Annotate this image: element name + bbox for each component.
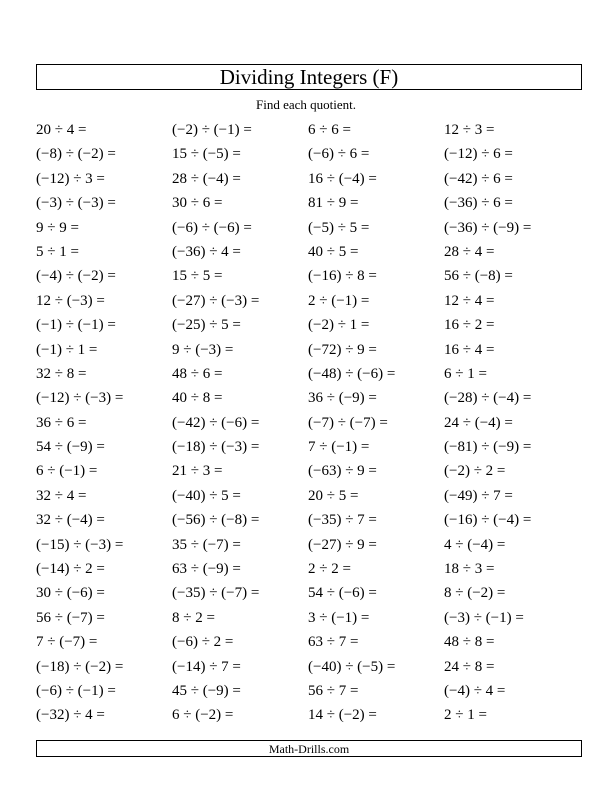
- problem-item: 32 ÷ 4 =: [36, 487, 87, 504]
- problem-item: 30 ÷ 6 =: [172, 195, 223, 212]
- problem-item: 9 ÷ (−3) =: [172, 341, 234, 358]
- problem-item: 32 ÷ (−4) =: [36, 512, 105, 529]
- problem-item: (−40) ÷ 5 =: [172, 487, 241, 504]
- problem-item: 16 ÷ 4 =: [444, 341, 495, 358]
- problem-item: (−42) ÷ (−6) =: [172, 414, 260, 431]
- problem-item: (−12) ÷ 3 =: [36, 170, 105, 187]
- problem-item: 24 ÷ (−4) =: [444, 414, 513, 431]
- problem-item: 81 ÷ 9 =: [308, 195, 359, 212]
- problem-item: 8 ÷ (−2) =: [444, 585, 506, 602]
- problem-item: 63 ÷ 7 =: [308, 634, 359, 651]
- problem-item: 16 ÷ (−4) =: [308, 170, 377, 187]
- problem-item: (−25) ÷ 5 =: [172, 317, 241, 334]
- problem-item: (−6) ÷ (−1) =: [36, 682, 116, 699]
- problem-item: 9 ÷ 9 =: [36, 219, 79, 236]
- problem-item: 6 ÷ (−1) =: [36, 463, 98, 480]
- problem-item: (−7) ÷ (−7) =: [308, 414, 388, 431]
- problem-item: (−40) ÷ (−5) =: [308, 658, 396, 675]
- problem-item: (−49) ÷ 7 =: [444, 487, 513, 504]
- problem-item: 15 ÷ (−5) =: [172, 146, 241, 163]
- problem-item: (−3) ÷ (−3) =: [36, 195, 116, 212]
- problem-item: (−42) ÷ 6 =: [444, 170, 513, 187]
- problem-item: 54 ÷ (−6) =: [308, 585, 377, 602]
- problem-item: (−6) ÷ 2 =: [172, 634, 234, 651]
- problem-item: (−6) ÷ (−6) =: [172, 219, 252, 236]
- problem-item: (−5) ÷ 5 =: [308, 219, 370, 236]
- problem-item: (−14) ÷ 7 =: [172, 658, 241, 675]
- problem-item: 32 ÷ 8 =: [36, 365, 87, 382]
- problem-item: 28 ÷ (−4) =: [172, 170, 241, 187]
- problem-item: (−36) ÷ 4 =: [172, 243, 241, 260]
- problem-item: 18 ÷ 3 =: [444, 561, 495, 578]
- problem-item: 4 ÷ (−4) =: [444, 536, 506, 553]
- problem-item: 2 ÷ 1 =: [444, 707, 487, 724]
- problem-item: (−63) ÷ 9 =: [308, 463, 377, 480]
- problem-item: 7 ÷ (−1) =: [308, 439, 370, 456]
- problem-item: 3 ÷ (−1) =: [308, 609, 370, 626]
- problem-item: 14 ÷ (−2) =: [308, 707, 377, 724]
- problem-item: (−2) ÷ 1 =: [308, 317, 370, 334]
- problem-item: 12 ÷ 3 =: [444, 122, 495, 138]
- problem-item: (−18) ÷ (−2) =: [36, 658, 124, 675]
- problem-item: 36 ÷ 6 =: [36, 414, 87, 431]
- problem-item: (−3) ÷ (−1) =: [444, 609, 524, 626]
- problem-item: 20 ÷ 4 =: [36, 122, 87, 138]
- problem-item: (−36) ÷ 6 =: [444, 195, 513, 212]
- problem-item: (−16) ÷ 8 =: [308, 268, 377, 285]
- problem-item: (−14) ÷ 2 =: [36, 561, 105, 578]
- problem-item: (−81) ÷ (−9) =: [444, 439, 532, 456]
- problem-item: 40 ÷ 5 =: [308, 243, 359, 260]
- problem-item: 45 ÷ (−9) =: [172, 682, 241, 699]
- problem-item: 48 ÷ 6 =: [172, 365, 223, 382]
- problem-item: 15 ÷ 5 =: [172, 268, 223, 285]
- problem-item: 6 ÷ 1 =: [444, 365, 487, 382]
- problem-item: 20 ÷ 5 =: [308, 487, 359, 504]
- problem-item: (−8) ÷ (−2) =: [36, 146, 116, 163]
- problem-item: 12 ÷ 4 =: [444, 292, 495, 309]
- problem-item: 16 ÷ 2 =: [444, 317, 495, 334]
- problem-item: 6 ÷ 6 =: [308, 122, 351, 138]
- problem-item: (−6) ÷ 6 =: [308, 146, 370, 163]
- problem-item: (−27) ÷ 9 =: [308, 536, 377, 553]
- problem-grid: [36, 118, 580, 728]
- problem-item: 5 ÷ 1 =: [36, 243, 79, 260]
- worksheet-title-box: [36, 64, 582, 90]
- problem-item: 24 ÷ 8 =: [444, 658, 495, 675]
- problem-item: 36 ÷ (−9) =: [308, 390, 377, 407]
- problem-item: (−36) ÷ (−9) =: [444, 219, 532, 236]
- problem-item: (−1) ÷ 1 =: [36, 341, 98, 358]
- footer-box: [36, 740, 582, 757]
- problem-item: (−1) ÷ (−1) =: [36, 317, 116, 334]
- problem-item: (−27) ÷ (−3) =: [172, 292, 260, 309]
- problem-item: 56 ÷ 7 =: [308, 682, 359, 699]
- problem-item: (−16) ÷ (−4) =: [444, 512, 532, 529]
- problem-item: 40 ÷ 8 =: [172, 390, 223, 407]
- problem-item: 28 ÷ 4 =: [444, 243, 495, 260]
- problem-item: (−2) ÷ (−1) =: [172, 122, 252, 138]
- problem-item: 56 ÷ (−7) =: [36, 609, 105, 626]
- problem-item: (−48) ÷ (−6) =: [308, 365, 396, 382]
- problem-item: (−72) ÷ 9 =: [308, 341, 377, 358]
- problem-item: (−35) ÷ (−7) =: [172, 585, 260, 602]
- problem-item: (−2) ÷ 2 =: [444, 463, 506, 480]
- problem-item: 30 ÷ (−6) =: [36, 585, 105, 602]
- problem-item: 56 ÷ (−8) =: [444, 268, 513, 285]
- problem-item: 12 ÷ (−3) =: [36, 292, 105, 309]
- problem-item: (−56) ÷ (−8) =: [172, 512, 260, 529]
- problem-item: (−32) ÷ 4 =: [36, 707, 105, 724]
- problem-item: 2 ÷ 2 =: [308, 561, 351, 578]
- problem-item: 2 ÷ (−1) =: [308, 292, 370, 309]
- problem-item: (−4) ÷ (−2) =: [36, 268, 116, 285]
- problem-item: (−12) ÷ (−3) =: [36, 390, 124, 407]
- footer-text: Math-Drills.com: [268, 741, 350, 756]
- problem-item: 54 ÷ (−9) =: [36, 439, 105, 456]
- problem-item: 48 ÷ 8 =: [444, 634, 495, 651]
- problem-item: (−28) ÷ (−4) =: [444, 390, 532, 407]
- worksheet-title: Dividing Integers (F): [219, 64, 399, 89]
- problem-item: 7 ÷ (−7) =: [36, 634, 98, 651]
- problem-item: (−18) ÷ (−3) =: [172, 439, 260, 456]
- problem-item: (−35) ÷ 7 =: [308, 512, 377, 529]
- problem-item: 8 ÷ 2 =: [172, 609, 215, 626]
- instructions: Find each quotient.: [255, 97, 356, 112]
- problem-item: 6 ÷ (−2) =: [172, 707, 234, 724]
- problem-item: 35 ÷ (−7) =: [172, 536, 241, 553]
- problem-item: 21 ÷ 3 =: [172, 463, 223, 480]
- problem-item: (−15) ÷ (−3) =: [36, 536, 124, 553]
- problem-item: (−12) ÷ 6 =: [444, 146, 513, 163]
- problem-item: 63 ÷ (−9) =: [172, 561, 241, 578]
- problem-item: (−4) ÷ 4 =: [444, 682, 506, 699]
